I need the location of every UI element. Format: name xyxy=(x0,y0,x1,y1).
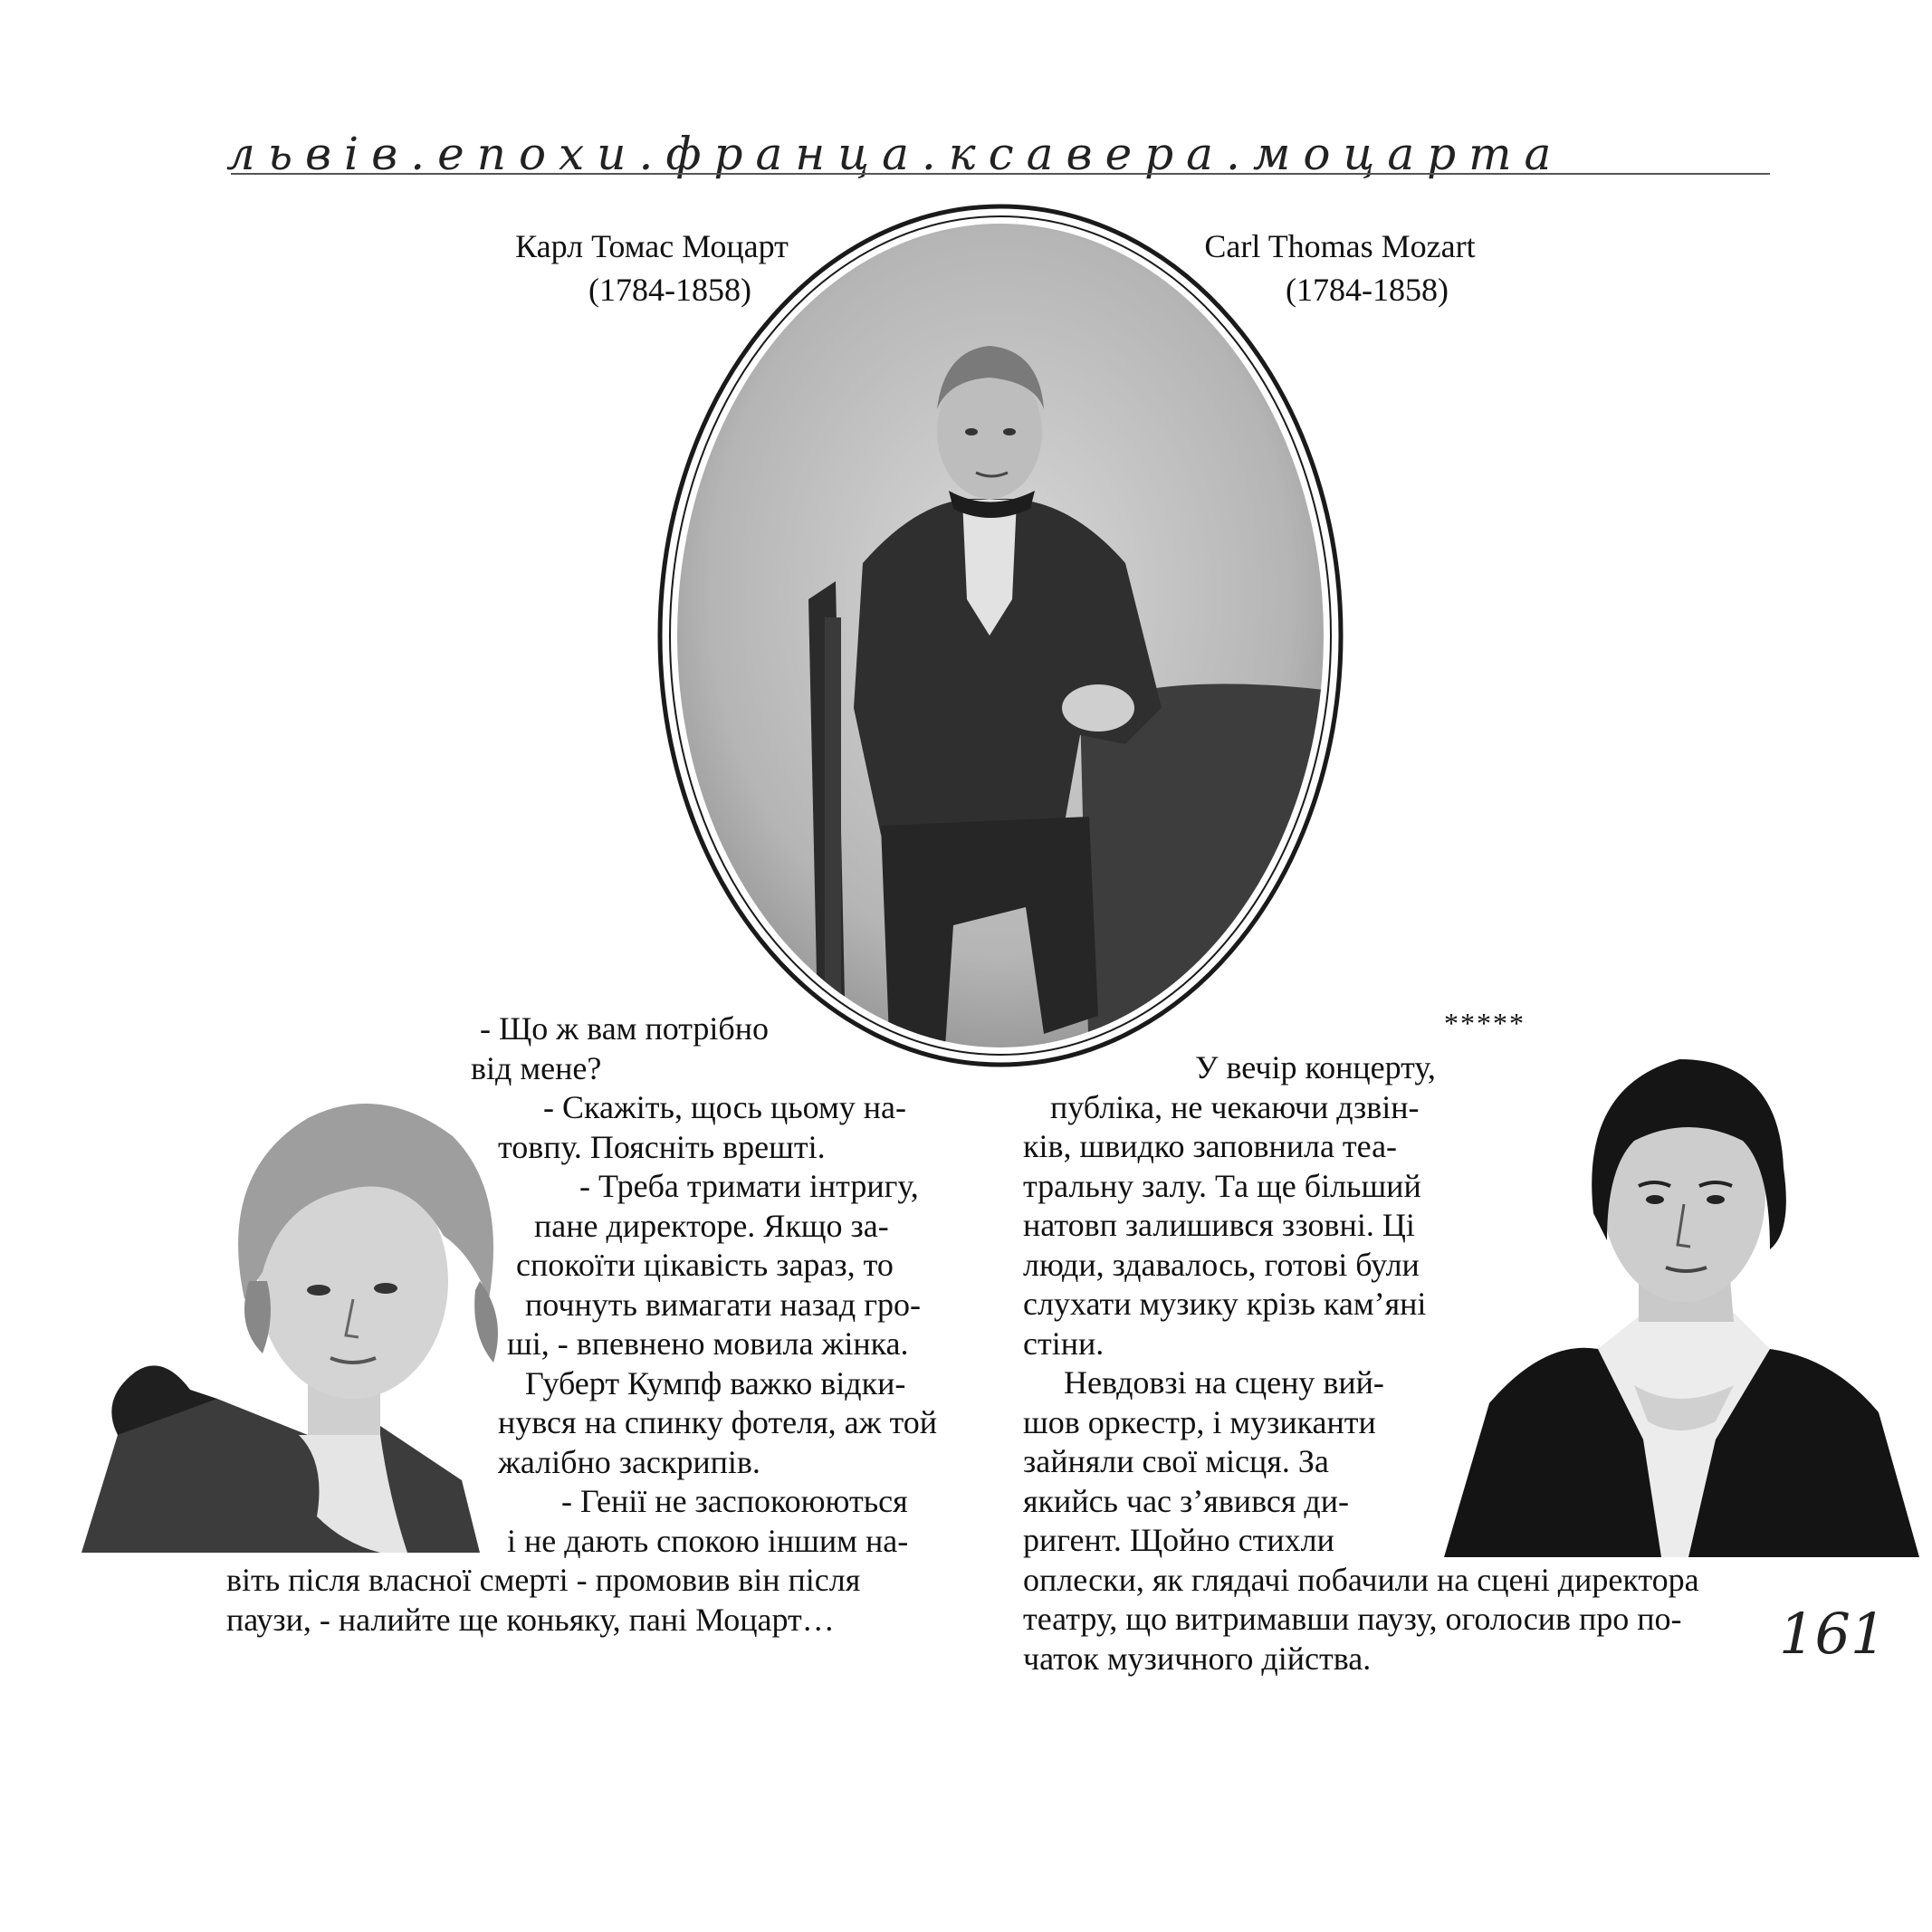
text-line: Губерт Кумпф важко відки- xyxy=(525,1364,906,1401)
text-line: товпу. Поясніть врешті. xyxy=(498,1128,826,1165)
text-line: Невдовзі на сцену вий- xyxy=(1064,1364,1384,1401)
text-line: ригент. Щойно стихли xyxy=(1023,1522,1334,1558)
text-line: паузи, - налийте ще коньяку, пані Моцарт… xyxy=(226,1601,835,1638)
caption-ukrainian-name: Карл Томас Моцарт xyxy=(515,228,789,264)
text-line: - Скажіть, щось цьому на- xyxy=(543,1089,906,1125)
header-rule xyxy=(231,173,1770,175)
running-header: львів.епохи.франца.ксавера.моцарта xyxy=(226,128,1564,180)
text-line: і не дають спокою іншим на- xyxy=(507,1522,909,1559)
right-column-text xyxy=(1023,1009,1774,1679)
text-line: від мене? xyxy=(471,1049,602,1086)
text-line: чаток музичного дійства. xyxy=(1023,1640,1372,1677)
text-line: люди, здавалось, готові були xyxy=(1023,1246,1420,1283)
text-line: якийсь час з’явився ди- xyxy=(1023,1482,1349,1519)
text-line: У вечір концерту, xyxy=(1195,1049,1436,1086)
caption-ukrainian-years: (1784-1858) xyxy=(588,272,751,308)
text-line: ші, - впевнено мовила жінка. xyxy=(507,1325,909,1362)
text-line: слухати музику крізь кам’яні xyxy=(1023,1286,1427,1322)
text-line: ків, швидко заповнила теа- xyxy=(1023,1128,1398,1164)
text-line: - Треба тримати інтригу, xyxy=(579,1168,919,1204)
text-line: - Що ж вам потрібно xyxy=(480,1010,770,1047)
page-number: 161 xyxy=(1779,1601,1887,1667)
text-line: натовп залишився ззовні. Ці xyxy=(1023,1207,1415,1243)
text-line: публіка, не чекаючи дзвін- xyxy=(1050,1088,1420,1125)
text-line: оплески, як глядачі побачили на сцені директора xyxy=(1023,1561,1699,1598)
text-line: шов оркестр, і музиканти xyxy=(1023,1403,1376,1440)
section-separator: ***** xyxy=(1444,1007,1526,1039)
caption-english-name: Carl Thomas Mozart xyxy=(1204,228,1476,264)
text-line: пане директоре. Якщо за- xyxy=(534,1207,889,1244)
text-line: жалібно заскрипів. xyxy=(498,1443,760,1480)
text-line: нувся на спинку фотеля, аж той xyxy=(498,1404,938,1440)
text-line: спокоїти цікавість зараз, то xyxy=(516,1247,894,1283)
oval-portrait xyxy=(655,201,1347,1070)
text-line: - Генії не заспокоюються xyxy=(561,1483,908,1519)
text-line: віть після власної смерті - промовив він після xyxy=(226,1562,861,1598)
text-line: почнуть вимагати назад гро- xyxy=(525,1286,921,1323)
text-line: зайняли свої місця. За xyxy=(1023,1443,1329,1479)
text-line: тральну залу. Та ще більший xyxy=(1023,1167,1421,1204)
left-column-text xyxy=(226,1009,978,1640)
text-line: театру, що витримавши паузу, оголосив про по- xyxy=(1023,1601,1682,1637)
caption-english-years: (1784-1858) xyxy=(1286,272,1449,308)
text-line: стіни. xyxy=(1023,1325,1105,1362)
